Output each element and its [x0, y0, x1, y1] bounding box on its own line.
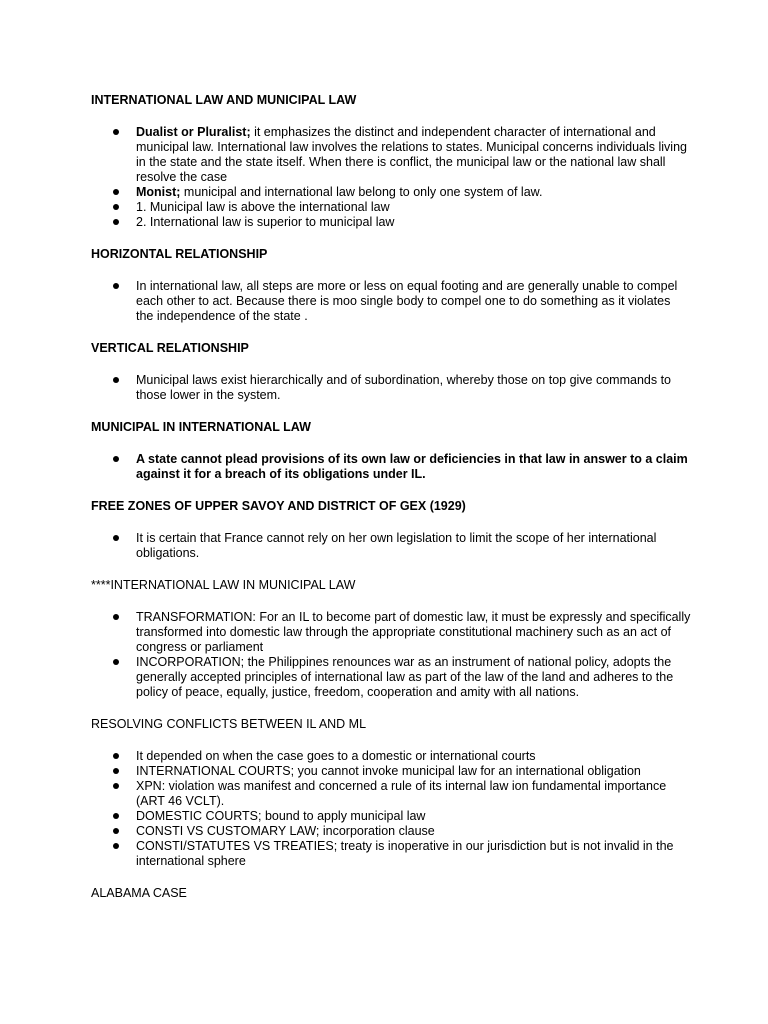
section-heading: HORIZONTAL RELATIONSHIP: [91, 247, 268, 261]
section-heading: ****INTERNATIONAL LAW IN MUNICIPAL LAW: [91, 578, 356, 592]
bullet-icon: [113, 659, 119, 665]
list-item: [91, 125, 691, 185]
bullet-icon: [113, 129, 119, 135]
list-item: [91, 809, 691, 824]
list-item: [91, 373, 691, 403]
list-item: [91, 655, 691, 700]
section-heading: INTERNATIONAL LAW AND MUNICIPAL LAW: [91, 93, 357, 107]
bullet-list: [91, 610, 691, 700]
bullet-icon: [113, 456, 119, 462]
bullet-icon: [113, 614, 119, 620]
list-item: [91, 779, 691, 809]
item-text: it emphasizes the distinct and independent character of international and municipal law. International law involves the relations to states. Municipal concerns individuals living in the state and the state itself. When there is conflict, the municipal law or the national law shall resolve the case: [136, 125, 687, 184]
bullet-icon: [113, 377, 119, 383]
bullet-list: [91, 373, 691, 403]
item-text: INTERNATIONAL COURTS; you cannot invoke municipal law for an international obligation: [136, 764, 641, 778]
list-item: [91, 200, 691, 215]
bullet-icon: [113, 813, 119, 819]
list-item: [91, 610, 691, 655]
bullet-icon: [113, 283, 119, 289]
bullet-list: [91, 452, 691, 482]
item-text: 1. Municipal law is above the international law: [136, 200, 390, 214]
section-heading: ALABAMA CASE: [91, 886, 187, 900]
bullet-list: [91, 279, 691, 324]
section-heading: RESOLVING CONFLICTS BETWEEN IL AND ML: [91, 717, 367, 731]
item-bold-lead: A state cannot plead provisions of its own law or deficiencies in that law in answer to a claim against it for a breach of its obligations under IL.: [136, 452, 688, 481]
item-text: In international law, all steps are more or less on equal footing and are generally unable to compel each other to act. Because there is moo single body to compel one to do something as it violates the independence of the state .: [136, 279, 678, 323]
bullet-icon: [113, 204, 119, 210]
bullet-icon: [113, 768, 119, 774]
list-item: [91, 531, 691, 561]
item-text: INCORPORATION; the Philippines renounces war as an instrument of national policy, adopts the generally accepted principles of international law as part of the law of the land and adheres to the policy of peace, equally, justice, freedom, cooperation and amity with all nations.: [136, 655, 674, 699]
item-text: Municipal laws exist hierarchically and of subordination, whereby those on top give commands to those lower in the system.: [136, 373, 672, 402]
bullet-icon: [113, 843, 119, 849]
section-heading: VERTICAL RELATIONSHIP: [91, 341, 249, 355]
list-item: [91, 215, 691, 230]
section-heading: MUNICIPAL IN INTERNATIONAL LAW: [91, 420, 311, 434]
list-item: [91, 279, 691, 324]
bullet-icon: [113, 783, 119, 789]
bullet-icon: [113, 753, 119, 759]
list-item: [91, 749, 691, 764]
section-heading: FREE ZONES OF UPPER SAVOY AND DISTRICT OF GEX (1929): [91, 499, 466, 513]
bullet-list: [91, 125, 691, 230]
item-text: DOMESTIC COURTS; bound to apply municipal law: [136, 809, 426, 823]
item-text: municipal and international law belong to only one system of law.: [180, 185, 543, 199]
item-text: 2. International law is superior to municipal law: [136, 215, 395, 229]
item-text: CONSTI/STATUTES VS TREATIES; treaty is inoperative in our jurisdiction but is not invalid in the international sphere: [136, 839, 674, 868]
item-text: It is certain that France cannot rely on her own legislation to limit the scope of her international obligations.: [136, 531, 657, 560]
document-body: [91, 92, 691, 901]
list-item: [91, 452, 691, 482]
bullet-icon: [113, 828, 119, 834]
item-text: It depended on when the case goes to a domestic or international courts: [136, 749, 536, 763]
item-text: CONSTI VS CUSTOMARY LAW; incorporation clause: [136, 824, 435, 838]
item-text: TRANSFORMATION: For an IL to become part of domestic law, it must be expressly and specifically transformed into domestic law through the appropriate constitutional machinery such as an act of congress or parliament: [136, 610, 691, 654]
item-bold-lead: Dualist or Pluralist;: [136, 125, 251, 139]
item-text: XPN: violation was manifest and concerned a rule of its internal law ion fundamental importance (ART 46 VCLT).: [136, 779, 667, 808]
list-item: [91, 185, 691, 200]
bullet-list: [91, 531, 691, 561]
list-item: [91, 764, 691, 779]
list-item: [91, 839, 691, 869]
list-item: [91, 824, 691, 839]
bullet-icon: [113, 189, 119, 195]
bullet-list: [91, 749, 691, 869]
item-bold-lead: Monist;: [136, 185, 181, 199]
bullet-icon: [113, 219, 119, 225]
bullet-icon: [113, 535, 119, 541]
